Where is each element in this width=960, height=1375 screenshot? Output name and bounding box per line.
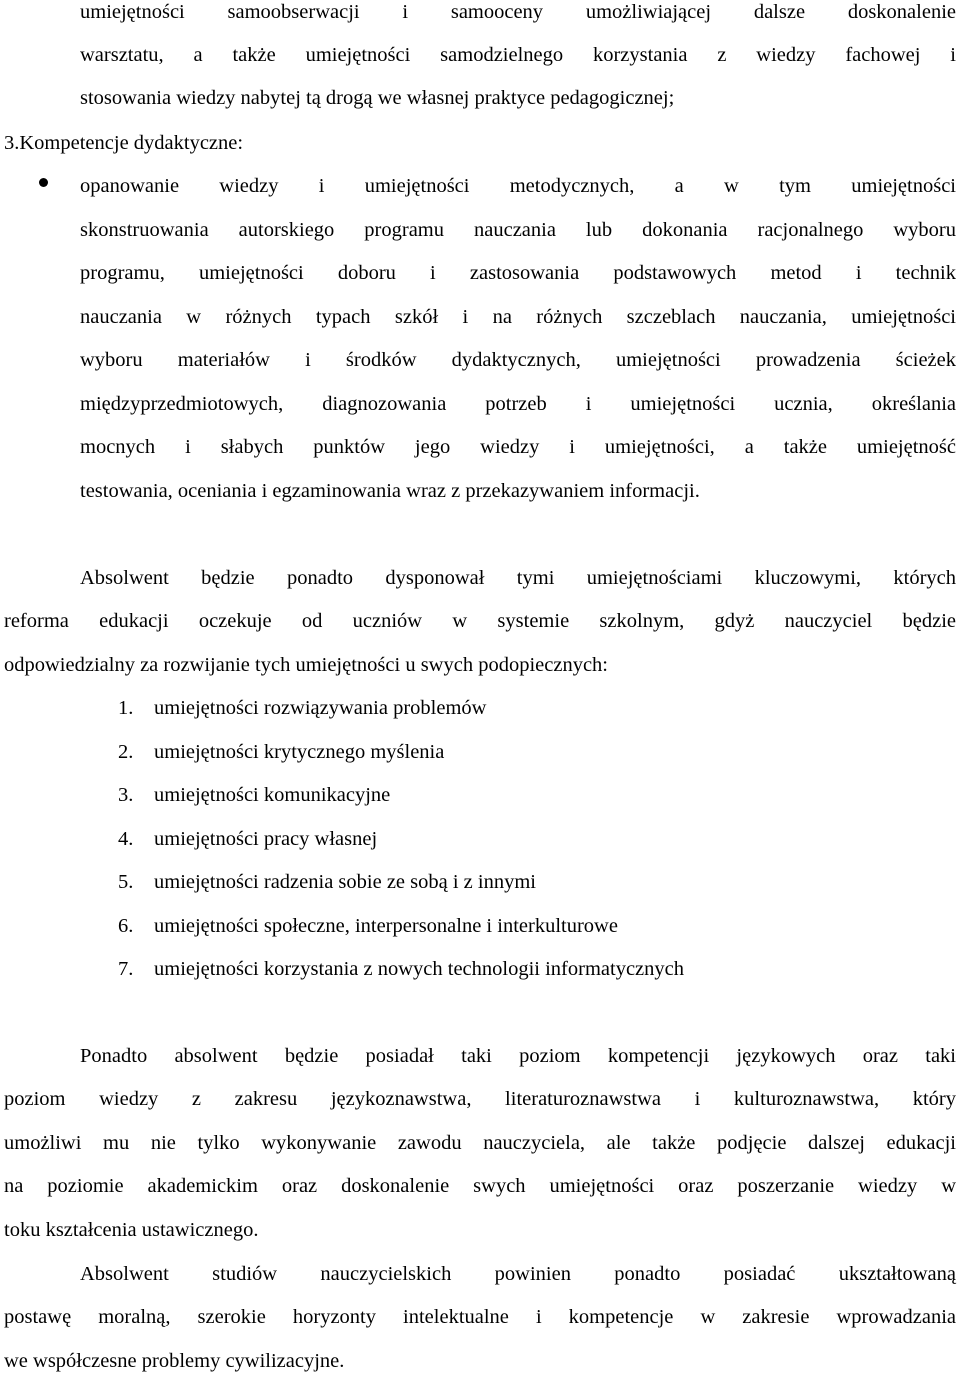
list-item: umiejętności rozwiązywania problemów [154,697,487,719]
bullet-line: mocnych i słabych punktów jego wiedzy i umiejętności, a także umiejętność [80,436,956,458]
paragraph-line: warsztatu, a także umiejętności samodzielnego korzystania z wiedzy fachowej i [80,44,956,66]
paragraph-line: na poziomie akademickim oraz doskonalenie swych umiejętności oraz poszerzanie wiedzy w [4,1175,956,1197]
list-number: 4. [118,828,134,850]
bullet-line: nauczania w różnych typach szkół i na różnych szczeblach nauczania, umiejętności [80,306,956,328]
bullet-line: międzyprzedmiotowych, diagnozowania potrzeb i umiejętności ucznia, określania [80,393,956,415]
list-number: 6. [118,915,134,937]
list-number: 5. [118,871,134,893]
list-number: 3. [118,784,134,806]
bullet-line: programu, umiejętności doboru i zastosowania podstawowych metod i technik [80,262,956,284]
list-item: umiejętności komunikacyjne [154,784,391,806]
bullet-icon [39,178,48,187]
bullet-line: skonstruowania autorskiego programu nauczania lub dokonania racjonalnego wyboru [80,219,956,241]
paragraph-line: umożliwi mu nie tylko wykonywanie zawodu nauczyciela, ale także podjęcie dalszej edukacji [4,1132,956,1154]
list-item: umiejętności radzenia sobie ze sobą i z innymi [154,871,536,893]
paragraph-line: toku kształcenia ustawicznego. [4,1219,259,1241]
list-number: 7. [118,958,134,980]
section-heading: 3.Kompetencje dydaktyczne: [4,132,244,154]
list-item: umiejętności korzystania z nowych technologii informatycznych [154,958,684,980]
paragraph-line: Ponadto absolwent będzie posiadał taki poziom kompetencji językowych oraz taki [80,1045,956,1067]
bullet-line: wyboru materiałów i środków dydaktycznych, umiejętności prowadzenia ścieżek [80,349,956,371]
paragraph-line: Absolwent studiów nauczycielskich powinien ponadto posiadać ukształtowaną [80,1263,956,1285]
list-item: umiejętności pracy własnej [154,828,378,850]
paragraph-line: stosowania wiedzy nabytej tą drogą we własnej praktyce pedagogicznej; [80,87,675,109]
list-item: umiejętności krytycznego myślenia [154,741,445,763]
bullet-line: opanowanie wiedzy i umiejętności metodycznych, a w tym umiejętności [80,175,956,197]
paragraph-line: umiejętności samoobserwacji i samooceny umożliwiającej dalsze doskonalenie [80,1,956,23]
paragraph-line: Absolwent będzie ponadto dysponował tymi umiejętnościami kluczowymi, których [80,567,956,589]
list-item: umiejętności społeczne, interpersonalne i interkulturowe [154,915,618,937]
paragraph-line: we współczesne problemy cywilizacyjne. [4,1350,345,1372]
paragraph-line: postawę moralną, szerokie horyzonty intelektualne i kompetencje w zakresie wprowadzania [4,1306,956,1328]
paragraph-line: odpowiedzialny za rozwijanie tych umiejętności u swych podopiecznych: [4,654,608,676]
paragraph-line: poziom wiedzy z zakresu językoznawstwa, literaturoznawstwa i kulturoznawstwa, który [4,1088,956,1110]
bullet-line: testowania, oceniania i egzaminowania wraz z przekazywaniem informacji. [80,480,700,502]
list-number: 2. [118,741,134,763]
list-number: 1. [118,697,134,719]
paragraph-line: reforma edukacji oczekuje od uczniów w systemie szkolnym, gdyż nauczyciel będzie [4,610,956,632]
